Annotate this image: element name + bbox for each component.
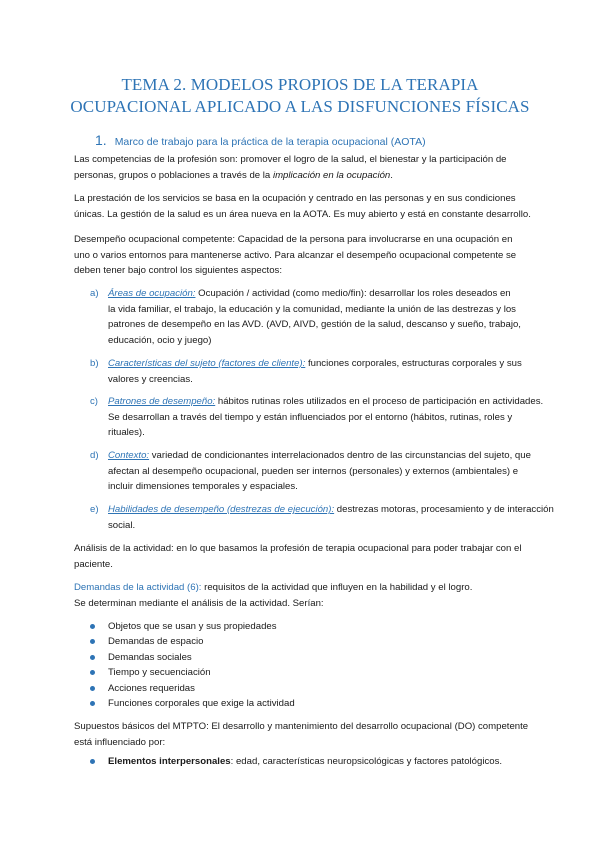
paragraph-line: Demandas de la actividad (6): requisitos de la actividad que influyen en la habilidad y el logro. [74,582,473,593]
list-marker: a) [90,288,99,299]
page-title [0,74,600,118]
list-marker: b) [90,358,99,369]
section-number: 1. [95,132,107,148]
list-marker: e) [90,504,99,515]
paragraph-line: La prestación de los servicios se basa en la ocupación y centrado en las personas y en sus condiciones [74,193,516,204]
paragraph-demandas [74,580,579,611]
demandas-label: Demandas de la actividad (6) [74,582,199,593]
title-line-2: OCUPACIONAL APLICADO A LAS DISFUNCIONES FÍSICAS [70,97,530,116]
paragraph-competencias [74,152,579,183]
list-marker: c) [90,396,98,407]
term-link: Habilidades de desempeño (destrezas de ejecución): [108,504,335,515]
paragraph-line: está influenciado por: [74,736,166,748]
bullet-icon [90,639,95,644]
term-link: Características del sujeto (factores de cliente): [108,358,306,369]
term-link: Áreas de ocupación: [108,288,196,299]
emphasis-text: implicación en la ocupación [272,169,391,181]
bullet-icon [90,759,95,764]
paragraph-line: Se determinan mediante el análisis de la actividad. Serían: [74,597,324,609]
bullet-icon [90,686,95,691]
paragraph-prestacion [74,191,579,222]
bullet-icon [90,624,95,629]
bullet-icon [90,701,95,706]
paragraph-desempeno [74,232,579,279]
paragraph-supuestos [74,719,579,750]
term-link: Contexto: [108,450,150,461]
bullet-icon [90,670,95,675]
list-marker: d) [90,450,99,461]
paragraph-analisis [74,541,579,572]
section-heading [95,132,426,148]
paragraph-line: Supuestos básicos del MTPTO: El desarrollo y mantenimiento del desarrollo ocupacional (DO) competente [74,721,529,732]
section-heading-text: Marco de trabajo para la práctica de la terapia ocupacional (AOTA) [114,136,426,148]
bold-term: Elementos interpersonales [108,756,231,767]
paragraph-line: Desempeño ocupacional competente: Capacidad de la persona para involucrarse en una ocupación en [74,234,513,245]
paragraph-line: uno o varios entornos para mantenerse activo. Para alcanzar el desempeño ocupacional competente se [74,249,517,261]
paragraph-line: paciente. [74,558,113,570]
paragraph-line: deben tener bajo control los siguientes aspectos: [74,265,282,276]
document-page: TEMA 2. MODELOS PROPIOS DE LA TERAPIA OCUPACIONAL APLICADO A LAS DISFUNCIONES FÍSICAS 1. Marco de trabajo para la práctica de la terapia ocupacional (AOTA) Las competencias de la profesión son: promover el logro de la salud, el bienestar y la participación de personas, grupos o poblaciones a través de la implicación en la ocupación. La prestación de los servicios se basa en la ocupación y centrado en las personas y en sus condiciones únicas. La gestión de la salud es un área nueva en la AOTA. Es muy abierto y está en constante desarrollo. Desempeño ocupacional competente: Capacidad de la persona para involucrarse en una ocupación en uno o varios entornos para mantenerse activo. Para alcanzar el desempeño ocupacional competente se deben tener bajo control los siguientes aspectos: a) Áreas de ocupación: Ocupación / actividad (como medio/fin): desarrollar los roles deseados en la vida familiar, el trabajo, la educación y la comunidad, mediante la unión de las destrezas y los patrones de desempeño en las AVD. (AVD, AIVD, gestión de la salud, descanso y sueño, trabajo, educación, ocio y juego) b) Características del sujeto (factores de cliente): funciones corporales, estructuras corporales y sus valores y creencias. c) Patrones de desempeño: hábitos rutinas roles utilizados en el proceso de participación en actividades. Se desarrollan a través del tiempo y están influenciados por el entorno (hábitos, rutinas, roles y rituales). d) Contexto: variedad de condicionantes interrelacionados dentro de las circunstancias del sujeto, que afectan al desempeño ocupacional, pueden ser internos (personales) y externos (ambientales) e incluir dimensiones temporales y espaciales. e) Habilidades de desempeño (destrezas de ejecución): destrezas motoras, procesamiento y de interacción social. Análisis de la actividad: en lo que basamos la profesión de terapia ocupacional para poder trabajar con el paciente. Demandas de la actividad (6): requisitos de la actividad que influyen en la habilidad y el logro. Se determinan mediante el análisis de la actividad. Serían: Objetos que se usan y sus propiedades Demandas de espacio Demandas sociales Tiempo y secuenciación Acciones requeridas Funciones corporales que exige la actividad Supuestos básicos del MTPTO: El desarrollo y mantenimiento del desarrollo ocupacional (DO) competente está influenciado por: Elementos interpersonales: edad, características neuropsicológicas y factores patológicos. [0,0,600,848]
bullet-icon [90,655,95,660]
paragraph-line: Las competencias de la profesión son: promover el logro de la salud, el bienestar y la participación de [74,154,507,165]
title-line-1: TEMA 2. MODELOS PROPIOS DE LA TERAPIA [121,75,479,94]
term-link: Patrones de desempeño: [108,396,216,407]
paragraph-line: Análisis de la actividad: en lo que basamos la profesión de terapia ocupacional para poder trabajar con el [74,543,522,554]
paragraph-line: únicas. La gestión de la salud es un área nueva en la AOTA. Es muy abierto y está en constante desarrollo. [74,208,531,220]
paragraph-line: personas, grupos o poblaciones a través de la implicación en la ocupación. [74,169,393,181]
